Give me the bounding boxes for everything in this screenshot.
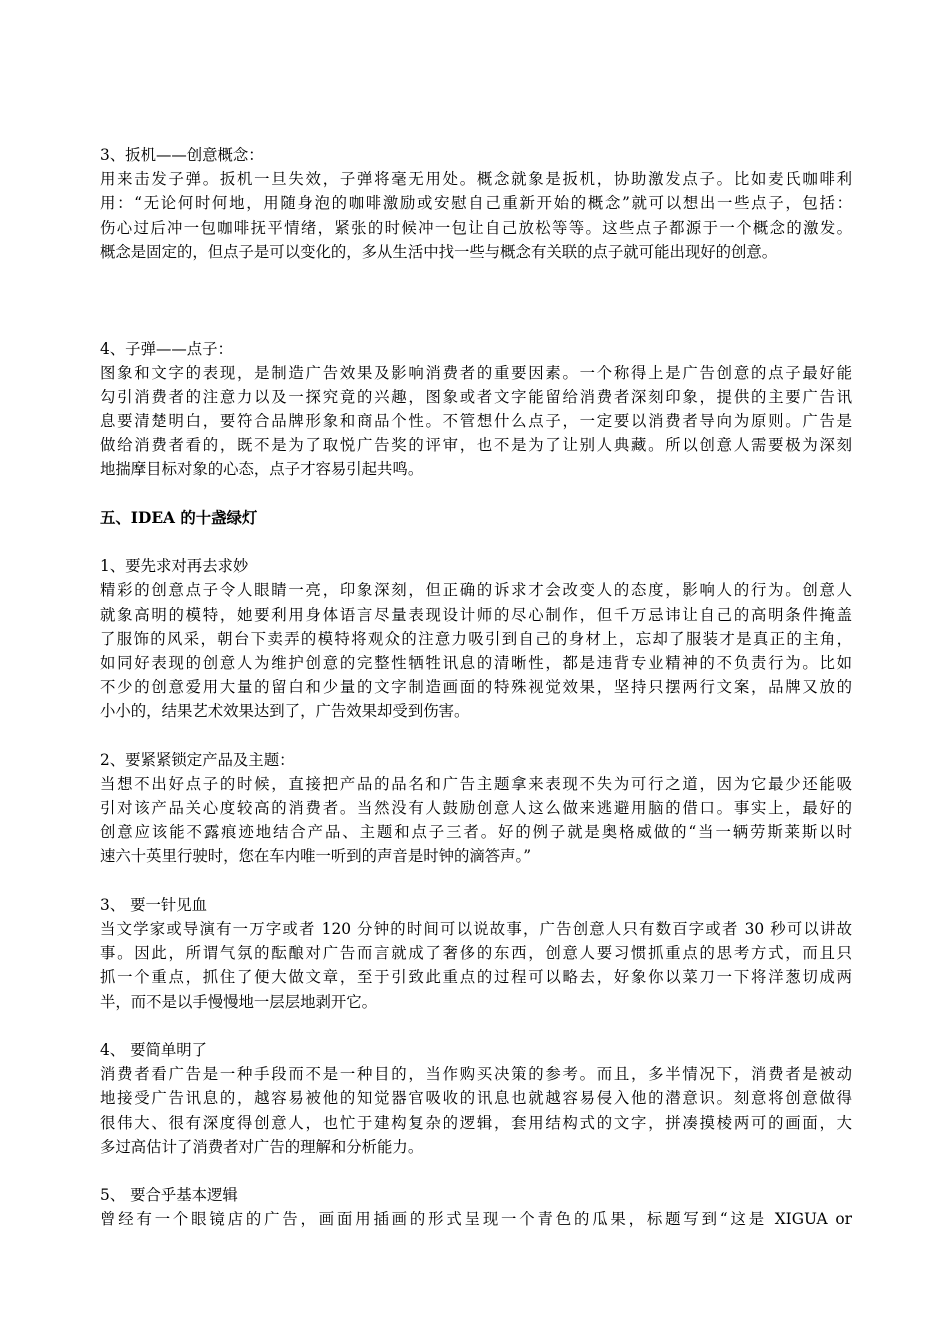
paragraph-line: 地揣摩目标对象的心态，点子才容易引起共鸣。 xyxy=(100,460,424,479)
section-heading: 4、子弹——点子： xyxy=(100,339,233,358)
section-heading: 5、 要合乎基本逻辑 xyxy=(100,1186,238,1205)
paragraph-line: 不少的创意爱用大量的留白和少量的文字制造画面的特殊视觉效果，坚持只摆两行文案，品牌又放的 xyxy=(100,678,852,697)
paragraph-line: 创意应该能不露痕迹地结合产品、主题和点子三者。好的例子就是奥格威做的“当一辆劳斯莱斯以时 xyxy=(100,823,852,842)
paragraph-line: 消费者看广告是一种手段而不是一种目的，当作购买决策的参考。而且，多半情况下，消费者是被动 xyxy=(100,1065,852,1084)
paragraph-line: 当文学家或导演有一万字或者 120 分钟的时间可以说故事，广告创意人只有数百字或者 30 秒可以讲故 xyxy=(100,920,852,938)
section-heading: 2、要紧紧锁定产品及主题： xyxy=(100,750,295,769)
paragraph-line: 了服饰的风采，朝台下卖弄的模特将观众的注意力吸引到自己的身材上，忘却了服装才是真正的主角， xyxy=(100,629,852,648)
spacer xyxy=(100,312,852,336)
section-heading: 4、 要简单明了 xyxy=(100,1040,208,1059)
paragraph-line: 引对该产品关心度较高的消费者。当然没有人鼓励创意人这么做来逃避用脑的借口。事实上，最好的 xyxy=(100,799,852,818)
section-heading: 3、扳机——创意概念： xyxy=(100,146,264,164)
spacer xyxy=(100,1014,852,1038)
paragraph-line: 半，而不是以手慢慢地一层层地剥开它。 xyxy=(100,992,378,1011)
paragraph-line: 图象和文字的表现，是制造广告效果及影响消费者的重要因素。一个称得上是广告创意的点子最好能 xyxy=(100,363,852,382)
paragraph-line: 用：“无论何时何地，用随身泡的咖啡激励或安慰自己重新开始的概念”就可以想出一些点子，包括： xyxy=(100,194,852,213)
paragraph-line: 如同好表现的创意人为维护创意的完整性牺牲讯息的清晰性，都是违背专业精神的不负责行为。比如 xyxy=(100,653,852,672)
paragraph-line: 勾引消费者的注意力以及一探究竟的兴趣，图象或者文字能留给消费者深刻印象，提供的主要广告讯 xyxy=(100,387,852,406)
paragraph-line: 就象高明的模特，她要利用身体语言尽量表现设计师的尽心制作，但千万忌讳让自己的高明条件掩盖 xyxy=(100,605,852,624)
paragraph-line: 用来击发子弹。扳机一旦失效，子弹将毫无用处。概念就象是扳机，协助激发点子。比如麦氏咖啡利 xyxy=(100,170,852,189)
spacer xyxy=(100,724,852,748)
spacer xyxy=(100,869,852,893)
paragraph-line: 曾经有一个眼镜店的广告，画面用插画的形式呈现一个青色的瓜果，标题写到“这是 XIGUA or xyxy=(100,1210,853,1229)
paragraph-line: 事。因此，所谓气氛的酝酿对广告而言就成了奢侈的东西，创意人要习惯抓重点的思考方式，而且只 xyxy=(100,944,852,963)
paragraph-line: 地接受广告讯息的，越容易被他的知觉器官吸收的讯息也就越容易侵入他的潜意识。刻意将创意做得 xyxy=(100,1089,852,1108)
paragraph-line: 抓一个重点，抓住了便大做文章，至于引致此重点的过程可以略去，好象你以菜刀一下将洋葱切成两 xyxy=(100,968,852,987)
paragraph-line: 息要清楚明白，要符合品牌形象和商品个性。不管想什么点子，一定要以消费者导向为原则。广告是 xyxy=(100,412,852,431)
paragraph-line: 做给消费者看的，既不是为了取悦广告奖的评审，也不是为了让别人典藏。所以创意人需要极为深刻 xyxy=(100,436,852,455)
paragraph-line: 速六十英里行驶时，您在车内唯一听到的声音是时钟的滴答声。” xyxy=(100,847,532,866)
paragraph-line: 很伟大、很有深度得创意人，也忙于建构复杂的逻辑，套用结构式的文字，拼凑摸棱两可的画面，大 xyxy=(100,1113,852,1132)
spacer xyxy=(100,288,852,312)
paragraph-line: 精彩的创意点子令人眼睛一亮，印象深刻，但正确的诉求才会改变人的态度，影响人的行为。创意人 xyxy=(100,581,852,600)
paragraph-line: 多过高估计了消费者对广告的理解和分析能力。 xyxy=(100,1137,424,1156)
section-heading: 3、 要一针见血 xyxy=(100,895,208,914)
spacer xyxy=(100,264,852,288)
spacer xyxy=(100,1159,852,1183)
spacer xyxy=(100,530,852,554)
section-heading: 1、要先求对再去求妙 xyxy=(100,557,249,576)
paragraph-line: 概念是固定的，但点子是可以变化的，多从生活中找一些与概念有关联的点子就可能出现好的创意。 xyxy=(100,242,778,261)
chapter-title: 五、IDEA 的十盏绿灯 xyxy=(100,508,258,527)
document-page xyxy=(100,143,852,1231)
spacer xyxy=(100,482,852,506)
paragraph-line: 小小的，结果艺术效果达到了，广告效果却受到伤害。 xyxy=(100,702,470,721)
paragraph-line: 当想不出好点子的时候，直接把产品的品名和广告主题拿来表现不失为可行之道，因为它最少还能吸 xyxy=(100,774,852,793)
paragraph-line: 伤心过后冲一包咖啡抚平情绪，紧张的时候冲一包让自己放松等等。这些点子都源于一个概念的激发。 xyxy=(100,218,852,237)
